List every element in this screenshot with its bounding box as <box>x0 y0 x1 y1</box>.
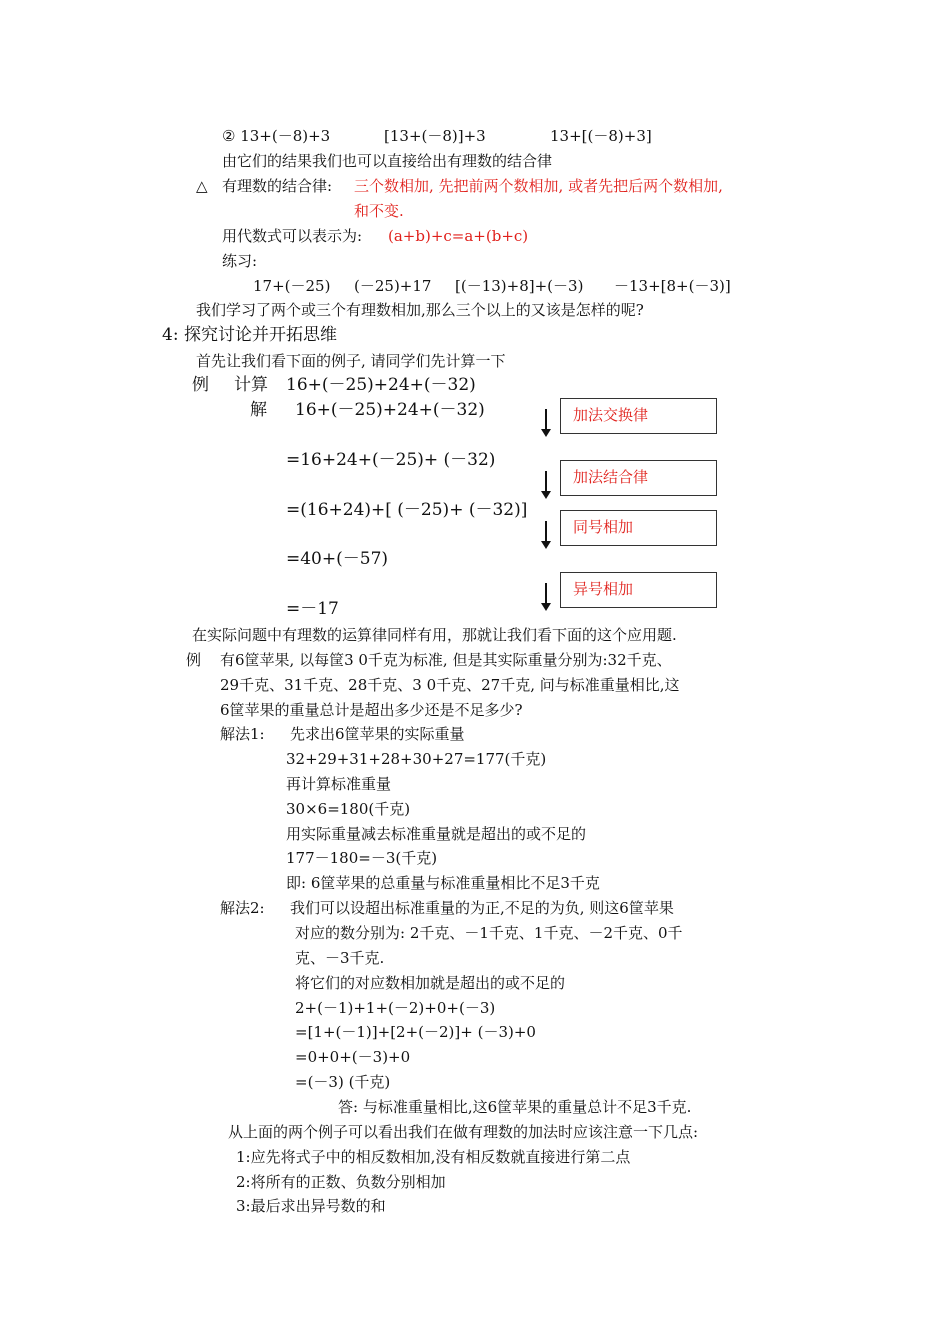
method-2-line-3: 克、－3千克. <box>295 949 385 967</box>
algebra-label: 用代数式可以表示为: <box>222 227 363 245</box>
practice-4: －13+[8+(－3)] <box>614 277 731 295</box>
summary-intro: 从上面的两个例子可以看出我们在做有理数的加法时应该注意一下几点: <box>228 1123 699 1141</box>
method-1-step-3: 再计算标准重量 <box>286 775 392 793</box>
method-1-label: 解法1: <box>220 725 265 743</box>
compute-label: 计算 <box>234 375 268 395</box>
down-arrow-icon <box>539 521 553 549</box>
method-1-step-4: 30×6=180(千克) <box>286 800 411 818</box>
down-arrow-icon <box>539 583 553 611</box>
application-intro: 在实际问题中有理数的运算律同样有用，那就让我们看下面的这个应用题. <box>192 626 677 644</box>
different-sign-box: 异号相加 <box>560 572 717 608</box>
algebra-formula: (a+b)+c=a+(b+c) <box>388 227 529 245</box>
practice-2: (－25)+17 <box>354 277 432 295</box>
method-2-line-7: =0+0+(－3)+0 <box>295 1048 411 1066</box>
method-2-line-6: =[1+(－1)]+[2+(－2)]+ (－3)+0 <box>295 1023 536 1041</box>
method-1-step-5: 用实际重量减去标准重量就是超出的或不足的 <box>286 825 587 843</box>
method-1-conclusion: 即: 6筐苹果的总重量与标准重量相比不足3千克 <box>286 874 600 892</box>
section-heading: 4: 探究讨论并开拓思维 <box>162 325 337 345</box>
method-2-label: 解法2: <box>220 899 265 917</box>
associative-law-box: 加法结合律 <box>560 460 717 496</box>
step-2: =(16+24)+[ (－25)+ (－32)] <box>286 500 528 520</box>
summary-point-2: 2:将所有的正数、负数分别相加 <box>236 1173 446 1191</box>
commutative-law-box: 加法交换律 <box>560 398 717 434</box>
assoc-law-text: 三个数相加, 先把前两个数相加, 或者先把后两个数相加, <box>354 177 723 195</box>
method-2-line-5: 2+(－1)+1+(－2)+0+(－3) <box>295 999 496 1017</box>
method-1-step-1: 先求出6筐苹果的实际重量 <box>290 725 465 743</box>
practice-1: 17+(－25) <box>253 277 331 295</box>
method-1-step-2: 32+29+31+28+30+27=177(千克) <box>286 750 547 768</box>
step-4: =－17 <box>286 599 339 619</box>
assoc-law-label: 有理数的结合律: <box>222 177 333 195</box>
down-arrow-icon <box>539 409 553 437</box>
triangle-marker: △ <box>196 177 208 195</box>
assoc-law-text-cont: 和不变. <box>354 202 404 220</box>
method-1-step-6: 177－180=－3(千克) <box>286 849 438 867</box>
assoc-example-3: 13+[(－8)+3] <box>550 127 652 145</box>
example-expression: 16+(－25)+24+(－32) <box>286 375 476 395</box>
method-2-line-8: =(－3) (千克) <box>295 1073 391 1091</box>
same-sign-box: 同号相加 <box>560 510 717 546</box>
method-2-line-4: 将它们的对应数相加就是超出的或不足的 <box>295 974 566 992</box>
step-1: =16+24+(－25)+ (－32) <box>286 450 496 470</box>
answer-line: 答: 与标准重量相比,这6筐苹果的重量总计不足3千克. <box>338 1098 692 1116</box>
problem-line-3: 6筐苹果的重量总计是超出多少还是不足多少? <box>220 701 523 719</box>
method-2-line-1: 我们可以设超出标准重量的为正,不足的为负, 则这6筐苹果 <box>290 899 674 917</box>
method-2-line-2: 对应的数分别为: 2千克、－1千克、1千克、－2千克、0千 <box>295 924 683 942</box>
summary-point-3: 3:最后求出异号数的和 <box>236 1197 386 1215</box>
problem-line-2: 29千克、31千克、28千克、3 0千克、27千克, 问与标准重量相比,这 <box>220 676 680 694</box>
summary-point-1: 1:应先将式子中的相反数相加,没有相反数就直接进行第二点 <box>236 1148 631 1166</box>
question-sentence: 我们学习了两个或三个有理数相加,那么三个以上的又该是怎样的呢? <box>196 301 644 319</box>
practice-label: 练习: <box>222 252 258 270</box>
intro-sentence: 由它们的结果我们也可以直接给出有理数的结合律 <box>222 152 553 170</box>
example-intro: 首先让我们看下面的例子, 请同学们先计算一下 <box>196 352 506 370</box>
assoc-example-2: [13+(－8)]+3 <box>384 127 486 145</box>
problem-line-1: 有6筐苹果, 以每筐3 0千克为标准, 但是其实际重量分别为:32千克、 <box>220 651 672 669</box>
assoc-example-1: ② 13+(－8)+3 <box>222 127 331 145</box>
step-0: 16+(－25)+24+(－32) <box>295 400 485 420</box>
example-label: 例 <box>192 375 209 395</box>
solution-label: 解 <box>250 400 267 420</box>
practice-3: [(－13)+8]+(－3) <box>455 277 584 295</box>
step-3: =40+(－57) <box>286 549 389 569</box>
problem-label: 例 <box>186 651 202 669</box>
down-arrow-icon <box>539 471 553 499</box>
